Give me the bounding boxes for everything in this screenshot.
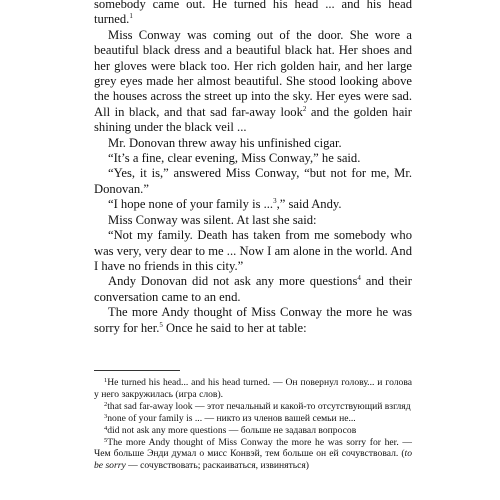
footnote-ref: 3 (273, 197, 277, 206)
footnote: $^4$did not ask any more questions — больше не задавал вопросов (104, 424, 357, 436)
paragraph: “I hope none of your family is ...$^3$,” said Andy. (108, 197, 342, 212)
paragraph: “Yes, it is,” answered Miss Conway, “but not for me, Mr. Donovan.” (94, 166, 412, 196)
footnote-ref: 4 (357, 274, 361, 283)
paragraph: Andy Donovan did not ask any more questions$^4$ and their conversation came to an end. (94, 274, 413, 304)
paragraph: Mr. Donovan threw away his unfinished cigar. (108, 135, 342, 150)
footnote-ref: 2 (302, 104, 307, 113)
footnote-ref: 1 (129, 12, 133, 21)
paragraph: The more Andy thought of Miss Conway the more he was sorry for her.$^5$ Once he said to her at table: (94, 305, 412, 335)
paragraph: Miss Conway was silent. At last she said: (108, 212, 317, 227)
footnote: $^2$that sad far-away look — этот печальный и какой-то отсутствующий взгляд (104, 400, 411, 412)
story-text (94, 0, 412, 336)
footnote: $^5$The more Andy thought of Miss Conway the more he was sorry for her. — Чем больше Энди думал о мисс Конвэй, тем больше он ей сочувствовал. (to be sorry — сочувствовать; раскаиваться, извиняться) (94, 436, 412, 472)
footnote-divider (94, 370, 180, 371)
footnote: $^3$none of your family is ... — никто из членов вашей семьи не... (104, 412, 356, 424)
paragraph: somebody came out. He turned his head ... and his head turned.$^1$ (94, 0, 412, 27)
book-page (94, 0, 412, 500)
footnotes (94, 377, 412, 472)
paragraph: “Not my family. Death has taken from me somebody who was very, very dear to me ... Now I am alone in the world. And I have no friends in this city.” (94, 228, 412, 273)
footnote-ref: 5 (159, 320, 163, 329)
paragraph: “It’s a fine, clear evening, Miss Conway,” he said. (108, 151, 361, 166)
footnote: $^1$He turned his head... and his head turned. — Он повернул голову... и голова у него закружилась (игра слов). (94, 377, 412, 400)
paragraph: Miss Conway was coming out of the door. She wore a beautiful black dress and a beautiful black hat. Her shoes and her gloves were black too. Her rich golden hair, and her large grey eyes made her almost beautiful. She stood looking above the houses across the street up into the sky. Her eyes were sad. All in black, and that sad far-away look$^2$ and the golden hair shining under the black veil ... (94, 27, 412, 135)
